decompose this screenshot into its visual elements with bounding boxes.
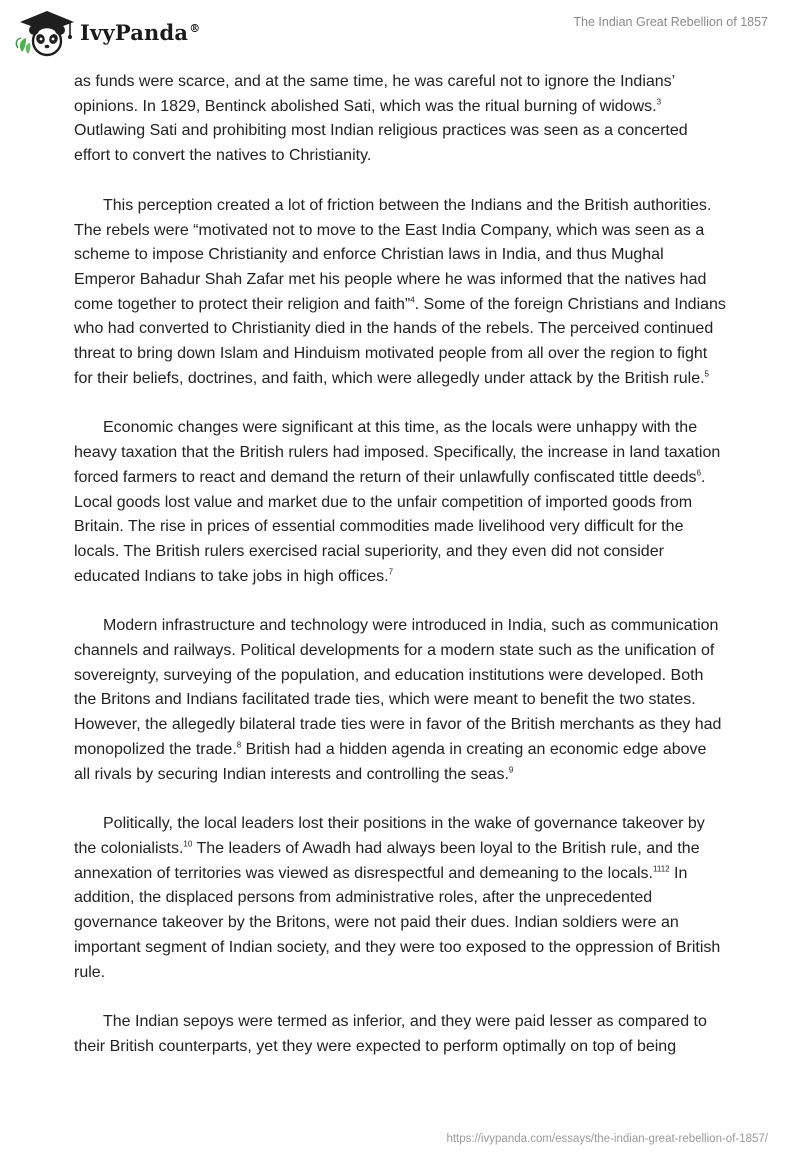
paragraph-text: This perception created a lot of friction between the Indians and the British authorities. The rebels were “motivated not to move to the East India Company, which was seen as a scheme to impose Christianity and enforce Christian laws in India, and thus Mughal Emperor Bahadur Shah Zafar met his people where he was informed that the natives had come together to protect their religion and faith” (74, 196, 712, 313)
paragraph-text: Politically, the local leaders lost their positions in the wake of governance takeover by the colonialists. (74, 815, 705, 857)
paragraph-text: Outlawing Sati and prohibiting most Indian religious practices was seen as a concerted effort to convert the natives to Christianity. (74, 122, 688, 165)
registered-mark: ® (189, 22, 201, 35)
document-title: The Indian Great Rebellion of 1857 (573, 15, 768, 29)
footnote-ref[interactable]: 6 (696, 468, 702, 478)
paragraph-text: The leaders of Awadh had always been loyal to the British rule, and the annexation of territories was viewed as disrespectful and demeaning to the locals. (74, 839, 700, 882)
footnote-ref[interactable]: 5 (704, 369, 709, 379)
brand-name[interactable]: IvyPanda® (80, 20, 201, 45)
essay-body (74, 70, 726, 1085)
paragraph-text: as funds were scarce, and at the same time, he was careful not to ignore the Indians’ opinions. In 1829, Bentinck abolished Sati, which was the ritual burning of widows. (74, 73, 675, 115)
paragraph-text: British had a hidden agenda in creating an economic edge above all rivals by securing Indian interests and controlling the seas. (74, 740, 707, 783)
footnote-ref[interactable]: 3 (656, 97, 662, 107)
essay-paragraph (74, 416, 726, 589)
footnote-ref[interactable]: 4 (410, 295, 415, 305)
essay-paragraph (74, 1010, 726, 1059)
footnote-ref[interactable]: 9 (508, 765, 514, 775)
essay-paragraph (74, 812, 726, 985)
footnote-ref[interactable]: 8 (236, 740, 242, 750)
paragraph-text: . Some of the foreign Christians and Indians who had converted to Christianity died in the hands of the rebels. The perceived continued threat to bring down Islam and Hinduism motivated people from all over the region to fight for their beliefs, doctrines, and faith, which were allegedly under attack by the British rule. (74, 295, 726, 387)
footnote-ref[interactable]: 7 (388, 567, 394, 577)
paragraph-text: In addition, the displaced persons from administrative roles, after the unprecedented governance takeover by the Britons, were not paid their dues. Indian soldiers were an important segment of Indian society, and they were too exposed to the oppression of British rule. (74, 864, 721, 981)
page-header (0, 0, 800, 70)
panda-graduate-logo-icon[interactable] (14, 8, 80, 58)
paragraph-text: . Local goods lost value and market due to the unfair competition of imported goods from Britain. The rise in prices of essential commodities made livelihood very difficult for the locals. The British rulers exercised racial superiority, and they even did not consider educated Indians to take jobs in high offices. (74, 468, 706, 585)
paragraph-text: The Indian sepoys were termed as inferior, and they were paid lesser as compared to their British counterparts, yet they were expected to perform optimally on top of being (74, 1013, 707, 1055)
essay-paragraph (74, 614, 726, 787)
essay-paragraph (74, 70, 726, 169)
footnote-ref[interactable]: 10 (183, 839, 193, 849)
footnote-ref[interactable]: 1112 (653, 864, 670, 874)
paragraph-text: Modern infrastructure and technology were introduced in India, such as communication channels and railways. Political developments for a modern state such as the unification of sovereignty, surveying of the population, and education institutions were developed. Both the Britons and Indians facilitated trade ties, which were meant to benefit the two states. However, the allegedly bilateral trade ties were in favor of the British merchants as they had monopolized the trade. (74, 617, 722, 758)
source-url[interactable]: https://ivypanda.com/essays/the-indian-great-rebellion-of-1857/ (446, 1133, 768, 1145)
paragraph-text: Economic changes were significant at this time, as the locals were unhappy with the heavy taxation that the British rulers had imposed. Specifically, the increase in land taxation forced farmers to react and demand the return of their unlawfully confiscated tittle deeds (74, 419, 721, 486)
essay-paragraph (74, 194, 726, 392)
